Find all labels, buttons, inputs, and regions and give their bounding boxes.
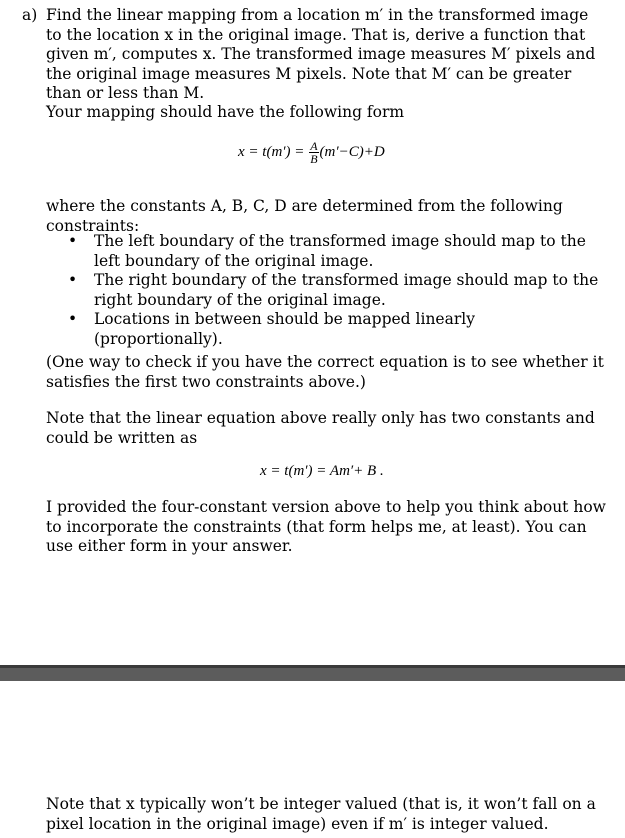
bullet-icon: • <box>68 271 78 289</box>
form-text: Your mapping should have the following form <box>46 103 405 121</box>
bullet-icon: • <box>68 232 78 250</box>
equation-four-constant <box>238 140 385 165</box>
equation1-lhs: x = t(m′) = <box>238 143 305 160</box>
two-constant-note: Note that the linear equation above really only has two constants and could be written as <box>46 409 595 447</box>
equation-two-constant: x = t(m′) = Am′+ B . <box>260 463 384 479</box>
bullet-icon: • <box>68 310 78 328</box>
check-note: (One way to check if you have the correct equation is to see whether it satisfies the first two constraints above.) <box>46 353 604 391</box>
list-item <box>46 271 606 310</box>
equation1-rhs: (m′−C)+D <box>319 143 385 160</box>
equation1-fraction <box>309 140 318 165</box>
footer-note: Note that x typically won’t be integer valued (that is, it won’t fall on a pixel location in the original image) even if m′ is integer valued. <box>46 795 596 833</box>
fraction-numerator: A <box>310 139 318 153</box>
constraint-text: Locations in between should be mapped linearly (proportionally). <box>94 310 475 348</box>
list-item <box>46 232 606 271</box>
four-constant-note: I provided the four-constant version above to help you think about how to incorporate the constraints (that form helps me, at least). You can use either form in your answer. <box>46 498 606 555</box>
constraints-intro: where the constants A, B, C, D are determined from the following constraints: <box>46 197 563 235</box>
list-item <box>46 310 606 349</box>
intro-paragraph: Find the linear mapping from a location m′ in the transformed image to the location x in the original image. That is, derive a function that given m′, computes x. The transformed image measures M′ pixels and the original image measures M pixels. Note that M′ can be greater than or less than M. <box>46 6 596 102</box>
fraction-denominator: B <box>310 152 318 166</box>
constraint-text: The right boundary of the transformed image should map to the right boundary of the original image. <box>94 271 599 309</box>
page-separator <box>0 665 625 681</box>
constraint-text: The left boundary of the transformed image should map to the left boundary of the original image. <box>94 232 586 270</box>
question-label: a) <box>22 6 38 24</box>
constraints-list <box>46 232 606 349</box>
